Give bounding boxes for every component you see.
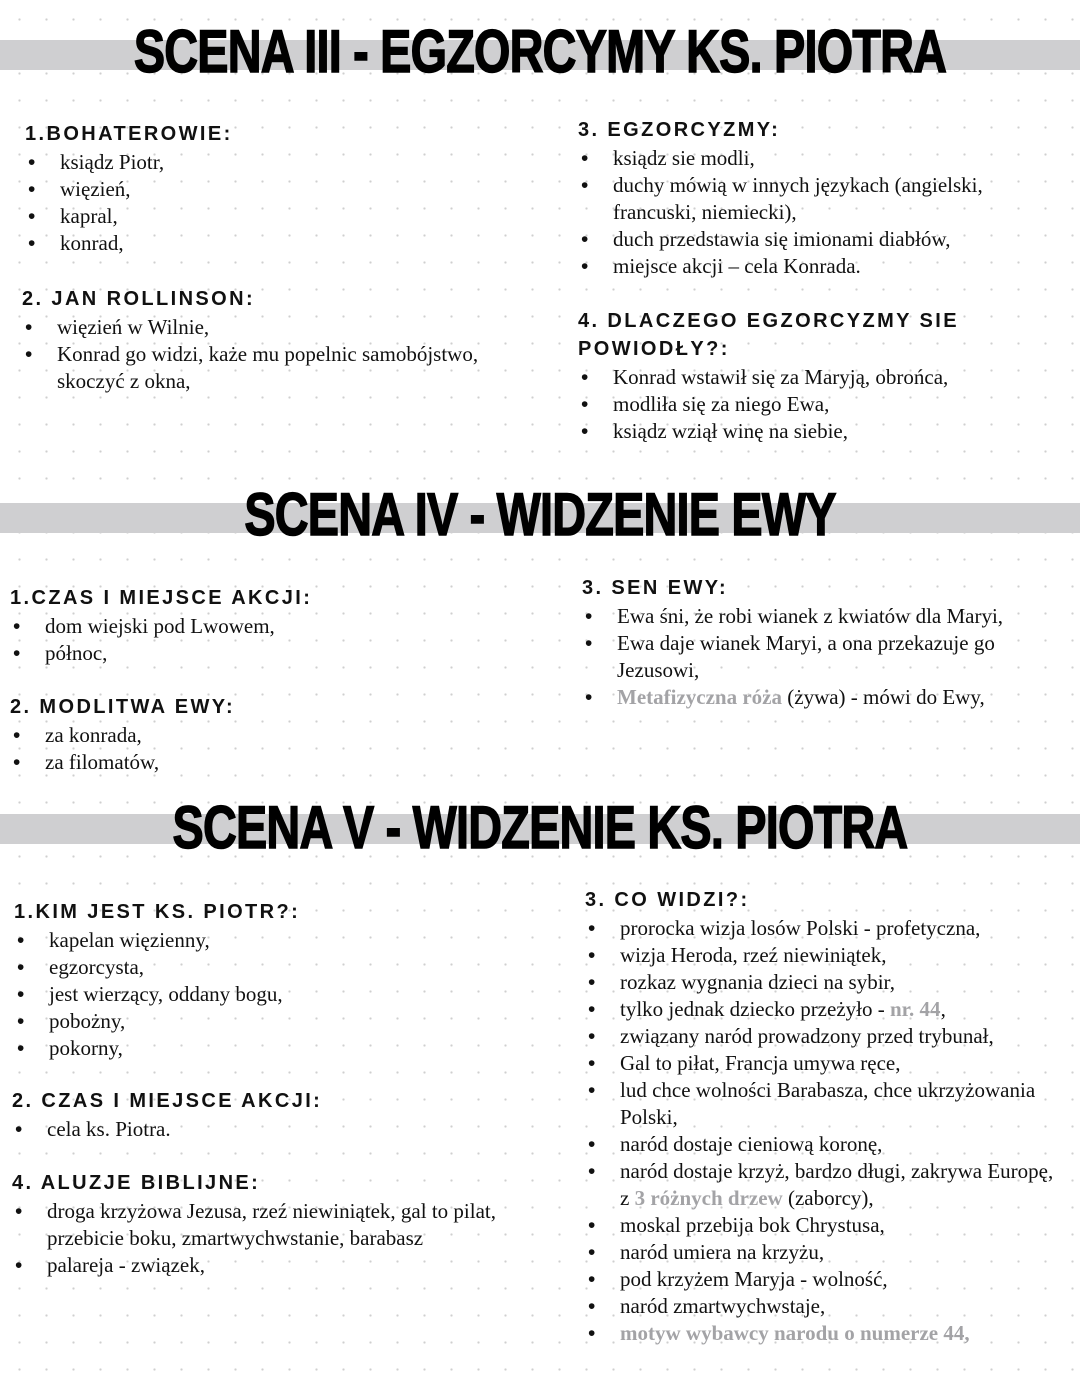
list-item — [578, 418, 1038, 445]
block-heading: 3. SEN EWY: — [582, 577, 729, 599]
bullet-icon: • — [588, 944, 596, 967]
list-item — [585, 1158, 1065, 1212]
list-item — [25, 203, 545, 230]
item-text: moskal przebija bok Chrystusa, — [620, 1213, 885, 1237]
list-item — [14, 927, 554, 954]
item-text: naród umiera na krzyżu, — [620, 1240, 825, 1264]
list-item — [12, 1252, 522, 1279]
list-item — [25, 230, 545, 257]
bullet-icon: • — [28, 205, 36, 228]
bullet-icon: • — [15, 1200, 23, 1223]
block-heading: 3. EGZORCYZMY: — [578, 119, 781, 141]
item-text: droga krzyżowa Jezusa, rzeź niewiniątek, gal to pilat, przebicie boku, zmartwychwstanie, barabasz — [47, 1199, 496, 1250]
bullet-icon: • — [17, 956, 25, 979]
note-block — [582, 574, 1062, 711]
item-text: dom wiejski pod Lwowem, — [45, 614, 275, 638]
list-item — [14, 1008, 554, 1035]
bullet-icon: • — [588, 1295, 596, 1318]
bullet-icon: • — [15, 1118, 23, 1141]
list-item — [585, 1131, 1065, 1158]
bullet-icon: • — [28, 178, 36, 201]
list-item — [585, 1320, 1065, 1347]
bullet-list — [578, 364, 1038, 445]
item-text: Ewa śni, że robi wianek z kwiatów dla Maryi, — [617, 604, 1004, 628]
bullet-icon: • — [25, 316, 33, 339]
note-block — [12, 1087, 552, 1143]
list-item — [582, 630, 1062, 684]
list-item — [585, 1212, 1065, 1239]
item-text: ksiądz Piotr, — [60, 150, 165, 174]
item-text: za konrada, — [45, 723, 142, 747]
list-item — [582, 684, 1062, 711]
item-text: więzień w Wilnie, — [57, 315, 210, 339]
item-text: naród dostaje krzyż, bardzo długi, zakrywa Europę, z — [620, 1159, 1054, 1210]
highlighted-text: nr. 44 — [889, 997, 941, 1021]
item-text: lud chce wolności Barabasza, chce ukrzyżowania Polski, — [620, 1078, 1036, 1129]
bullet-icon: • — [588, 1079, 596, 1102]
section-title: SCENA V - WIDZENIE KS. PIOTRA — [172, 794, 908, 861]
block-heading: 2. MODLITWA EWY: — [10, 696, 236, 718]
bullet-icon: • — [17, 1037, 25, 1060]
item-text: (zaborcy), — [782, 1186, 874, 1210]
note-block — [22, 285, 542, 395]
item-text: duchy mówią w innych językach (angielski, francuski, niemiecki), — [613, 173, 983, 224]
list-item — [585, 942, 1065, 969]
bullet-icon: • — [588, 1025, 596, 1048]
item-text: więzień, — [60, 177, 131, 201]
item-text: kapral, — [60, 204, 118, 228]
note-block — [25, 120, 545, 257]
bullet-icon: • — [588, 1241, 596, 1264]
item-text: tylko jednak dziecko przeżyło - — [620, 997, 890, 1021]
list-item — [12, 1116, 552, 1143]
note-block — [578, 116, 1058, 280]
bullet-list — [14, 927, 554, 1062]
list-item — [582, 603, 1062, 630]
list-item — [10, 640, 530, 667]
list-item — [585, 1050, 1065, 1077]
bullet-icon: • — [588, 1322, 596, 1345]
list-item — [14, 954, 554, 981]
item-text: egzorcysta, — [49, 955, 145, 979]
bullet-icon: • — [588, 971, 596, 994]
list-item — [578, 391, 1038, 418]
bullet-icon: • — [28, 151, 36, 174]
list-item — [578, 226, 1058, 253]
bullet-icon: • — [17, 983, 25, 1006]
bullet-icon: • — [13, 615, 21, 638]
list-item — [10, 613, 530, 640]
item-text: pod krzyżem Maryja - wolność, — [620, 1267, 888, 1291]
block-heading: 1.CZAS I MIEJSCE AKCJI: — [10, 587, 313, 609]
note-block — [12, 1169, 522, 1279]
bullet-icon: • — [581, 393, 589, 416]
list-item — [22, 341, 542, 395]
item-text: ksiądz wziął winę na siebie, — [613, 419, 848, 443]
list-item — [10, 722, 530, 749]
block-heading: 2. JAN ROLLINSON: — [22, 288, 256, 310]
item-text: konrad, — [60, 231, 124, 255]
item-text: związany naród prowadzony przed trybunał, — [620, 1024, 994, 1048]
bullet-icon: • — [13, 751, 21, 774]
bullet-icon: • — [588, 917, 596, 940]
highlighted-text: Metafizyczna róża — [617, 685, 782, 709]
note-block — [14, 898, 554, 1062]
note-block — [10, 693, 530, 776]
bullet-icon: • — [581, 228, 589, 251]
block-heading: 2. CZAS I MIEJSCE AKCJI: — [12, 1090, 323, 1112]
list-item — [585, 1239, 1065, 1266]
item-text: północ, — [45, 641, 108, 665]
bullet-icon: • — [588, 1214, 596, 1237]
item-text: za filomatów, — [45, 750, 160, 774]
list-item — [585, 1023, 1065, 1050]
bullet-icon: • — [588, 998, 596, 1021]
bullet-icon: • — [17, 1010, 25, 1033]
bullet-icon: • — [588, 1160, 596, 1183]
list-item — [585, 1266, 1065, 1293]
list-item — [578, 145, 1058, 172]
bullet-icon: • — [581, 174, 589, 197]
list-item — [22, 314, 542, 341]
bullet-icon: • — [13, 724, 21, 747]
note-block — [10, 584, 530, 667]
block-heading: 4. ALUZJE BIBLIJNE: — [12, 1172, 261, 1194]
item-text: modliła się za niego Ewa, — [613, 392, 830, 416]
bullet-list — [582, 603, 1062, 711]
item-text: jest wierzący, oddany bogu, — [49, 982, 283, 1006]
item-text: pobożny, — [49, 1009, 126, 1033]
note-block — [578, 307, 1038, 445]
block-heading: 4. DLACZEGO EGZORCYZMY SIE POWIODŁY?: — [578, 310, 959, 360]
item-text: Konrad go widzi, każe mu popelnic samobójstwo, skoczyć z okna, — [57, 342, 479, 393]
list-item — [12, 1198, 522, 1252]
bullet-icon: • — [588, 1133, 596, 1156]
item-text: kapelan więzienny, — [49, 928, 210, 952]
list-item — [25, 176, 545, 203]
list-item — [10, 749, 530, 776]
block-heading: 1.BOHATEROWIE: — [25, 123, 233, 145]
list-item — [578, 364, 1038, 391]
note-block — [585, 886, 1065, 1347]
block-heading: 1.KIM JEST KS. PIOTR?: — [14, 901, 301, 923]
item-text: Gal to piłat, Francja umywa ręce, — [620, 1051, 901, 1075]
bullet-icon: • — [13, 642, 21, 665]
bullet-icon: • — [585, 632, 593, 655]
item-text: ksiądz sie modli, — [613, 146, 755, 170]
list-item — [25, 149, 545, 176]
item-text: palareja - związek, — [47, 1253, 205, 1277]
item-text: duch przedstawia się imionami diabłów, — [613, 227, 951, 251]
bullet-list — [12, 1116, 552, 1143]
bullet-icon: • — [588, 1052, 596, 1075]
bullet-icon: • — [15, 1254, 23, 1277]
item-text: Konrad wstawił się za Maryją, obrońca, — [613, 365, 949, 389]
list-item — [585, 1293, 1065, 1320]
item-text: cela ks. Piotra. — [47, 1117, 171, 1141]
item-text: naród dostaje cieniową koronę, — [620, 1132, 883, 1156]
list-item — [578, 172, 1058, 226]
bullet-icon: • — [25, 343, 33, 366]
list-item — [585, 996, 1065, 1023]
bullet-list — [10, 722, 530, 776]
item-text: , — [940, 997, 946, 1021]
item-text: Ewa daje wianek Maryi, a ona przekazuje go Jezusowi, — [617, 631, 995, 682]
list-item — [585, 915, 1065, 942]
list-item — [585, 1077, 1065, 1131]
item-text: pokorny, — [49, 1036, 123, 1060]
list-item — [578, 253, 1058, 280]
bullet-icon: • — [585, 605, 593, 628]
bullet-icon: • — [17, 929, 25, 952]
bullet-list — [10, 613, 530, 667]
section-title: SCENA IV - WIDZENIE EWY — [244, 481, 836, 548]
bullet-list — [25, 149, 545, 257]
bullet-icon: • — [28, 232, 36, 255]
highlighted-text: 3 różnych drzew — [634, 1186, 783, 1210]
bullet-icon: • — [581, 420, 589, 443]
bullet-icon: • — [588, 1268, 596, 1291]
bullet-list — [578, 145, 1058, 280]
list-item — [585, 969, 1065, 996]
item-text: wizja Heroda, rzeź niewiniątek, — [620, 943, 887, 967]
item-text: naród zmartwychwstaje, — [620, 1294, 826, 1318]
list-item — [14, 981, 554, 1008]
bullet-icon: • — [581, 255, 589, 278]
section-title: SCENA III - EGZORCYMY KS. PIOTRA — [133, 18, 947, 85]
bullet-list — [22, 314, 542, 395]
bullet-icon: • — [585, 686, 593, 709]
bullet-list — [585, 915, 1065, 1347]
item-text: miejsce akcji – cela Konrada. — [613, 254, 861, 278]
highlighted-text: motyw wybawcy narodu o numerze 44, — [620, 1321, 970, 1345]
bullet-list — [12, 1198, 522, 1279]
list-item — [14, 1035, 554, 1062]
item-text: rozkaz wygnania dzieci na sybir, — [620, 970, 895, 994]
bullet-icon: • — [581, 147, 589, 170]
block-heading: 3. CO WIDZI?: — [585, 889, 750, 911]
item-text: prorocka wizja losów Polski - profetyczna, — [620, 916, 981, 940]
bullet-icon: • — [581, 366, 589, 389]
item-text: (żywa) - mówi do Ewy, — [782, 685, 985, 709]
